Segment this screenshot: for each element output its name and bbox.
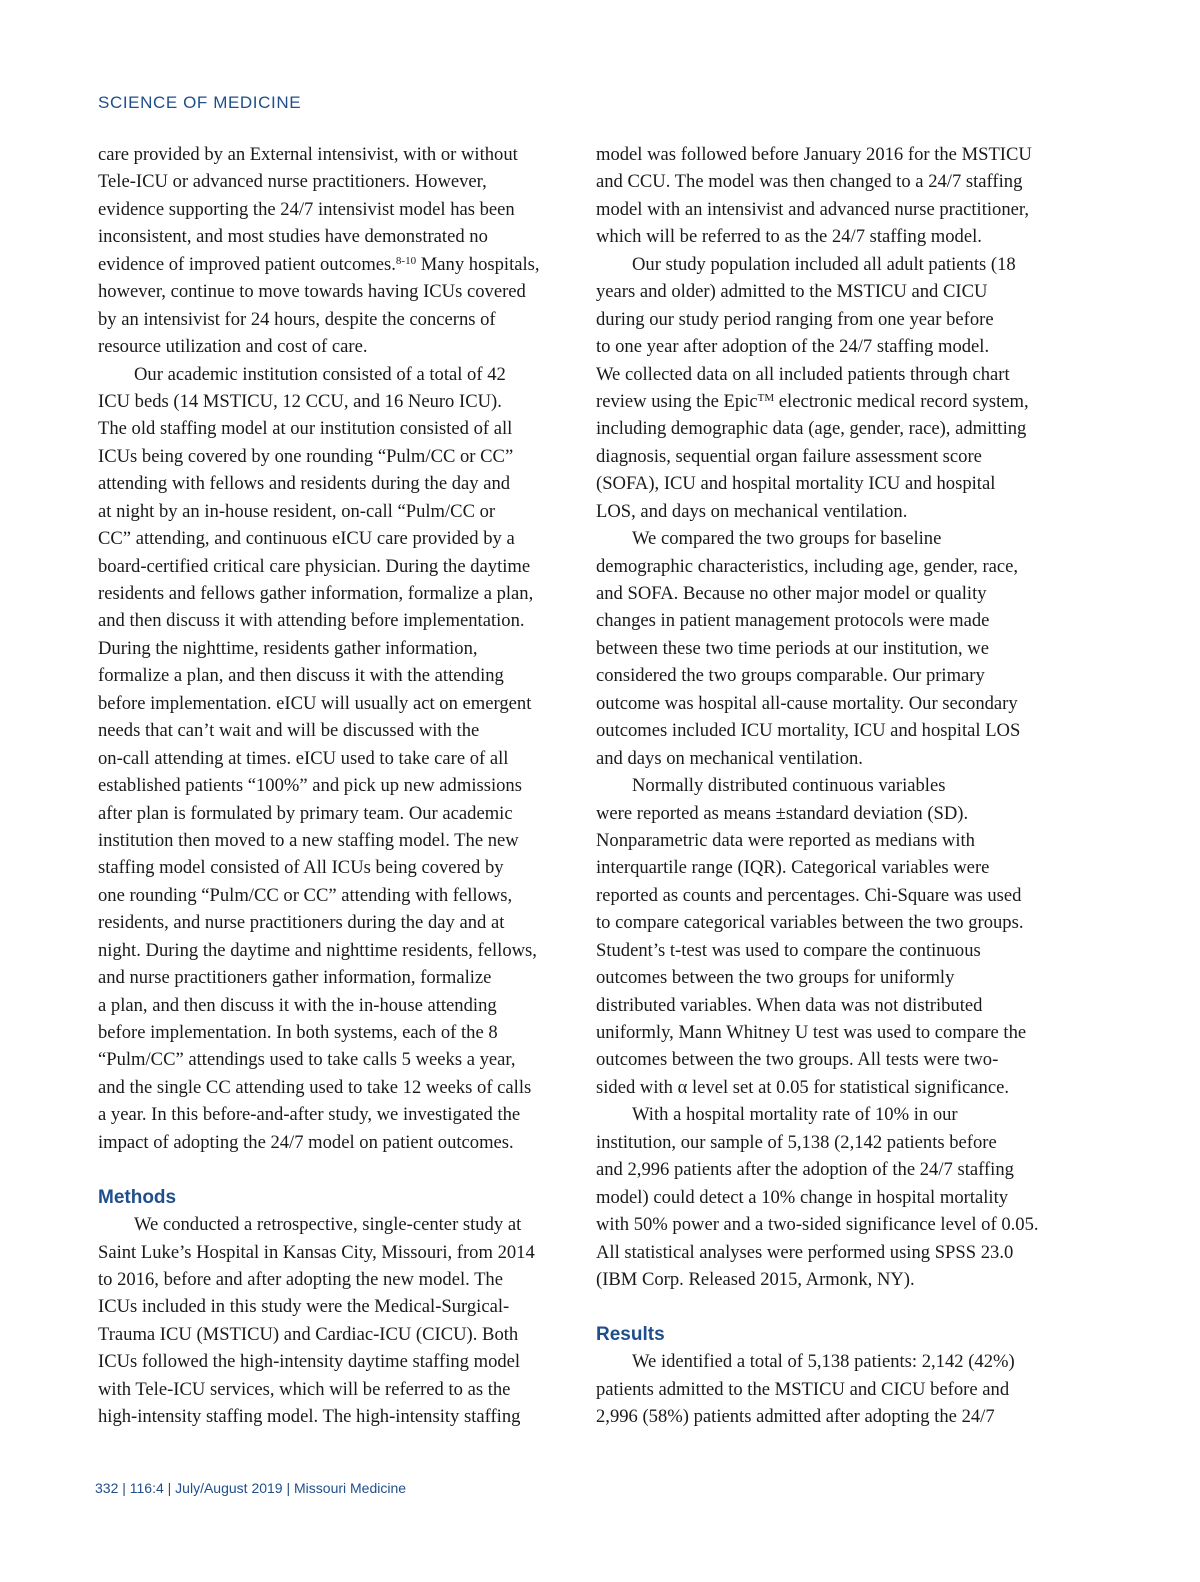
text-line: distributed variables. When data was not distributed [596,994,983,1016]
text-line: care provided by an External intensivist, with or without [98,144,518,165]
left-column [98,141,574,1431]
text-line: changes in patient management protocols were made [596,610,990,632]
text-line: and nurse practitioners gather information, formalize [98,967,492,989]
paragraph-gap [596,1293,1072,1320]
text-line: staffing model consisted of All ICUs being covered by [98,857,504,879]
paragraph [596,772,1072,1101]
text-line: residents, and nurse practitioners during the day and at [98,912,505,934]
paragraph [596,141,1072,251]
paragraph [596,251,1072,525]
text-line: We conducted a retrospective, single-center study at [134,1214,522,1236]
section-header: SCIENCE OF MEDICINE [98,93,302,112]
text-line: Our study population included all adult patients (18 [632,253,1016,275]
text-line: demographic characteristics, including age, gender, race, [596,555,1019,577]
text-line: Trauma ICU (MSTICU) and Cardiac-ICU (CICU). Both [98,1323,519,1345]
text-line [98,251,574,278]
text-line: institution, our sample of 5,138 (2,142 patients before [596,1131,997,1153]
text-line: sided with α level set at 0.05 for statistical significance. [596,1076,1010,1098]
text-line: after plan is formulated by primary team. Our academic [98,802,513,824]
text-line: before implementation. In both systems, each of the 8 [98,1022,498,1043]
paragraph [98,361,574,1157]
text-line: by an intensivist for 24 hours, despite the concerns of [98,308,496,330]
paragraph-gap [98,1156,574,1183]
text-line: All statistical analyses were performed using SPSS 23.0 [596,1241,1014,1263]
text-line: which will be referred to as the 24/7 staffing model. [596,226,982,248]
text-line: ICUs being covered by one rounding “Pulm/CC or CC” [98,445,514,467]
text-line: to 2016, before and after adopting the new model. The [98,1268,503,1290]
text-line: inconsistent, and most studies have demonstrated no [98,226,488,248]
text-line: formalize a plan, and then discuss it with the attending [98,665,504,687]
text-line: and SOFA. Because no other major model or quality [596,583,987,604]
text-line: at night by an in-house resident, on-call “Pulm/CC or [98,500,496,522]
text-line: night. During the daytime and nighttime residents, fellows, [98,939,537,961]
text-line: including demographic data (age, gender, race), admitting [596,418,1027,440]
text-line: between these two time periods at our institution, we [596,637,989,659]
page-footer: 332 | 116:4 | July/August 2019 | Missouri Medicine [95,1480,407,1496]
text-line: institution then moved to a new staffing model. The new [98,829,519,851]
text-line: outcome was hospital all-cause mortality. Our secondary [596,692,1018,714]
text-line: With a hospital mortality rate of 10% in our [632,1104,958,1126]
text-line: patients admitted to the MSTICU and CICU before and [596,1378,1010,1400]
text-line: a plan, and then discuss it with the in-house attending [98,994,497,1016]
text-line: Nonparametric data were reported as medians with [596,829,975,851]
text-line [596,388,1072,415]
text-line: LOS, and days on mechanical ventilation. [596,500,908,522]
text-line: before implementation. eICU will usually act on emergent [98,692,532,714]
text-line: outcomes between the two groups for uniformly [596,967,955,989]
text-fragment: electronic medical record system, [774,390,1029,412]
text-line: to compare categorical variables between the two groups. [596,912,1024,934]
text-line: uniformly, Mann Whitney U test was used to compare the [596,1022,1027,1043]
trademark-symbol: TM [757,391,775,404]
text-line: and then discuss it with attending before implementation. [98,610,525,632]
methods-heading: Methods [98,1186,177,1208]
text-line: Tele-ICU or advanced nurse practitioners. However, [98,171,487,193]
text-line: Saint Luke’s Hospital in Kansas City, Missouri, from 2014 [98,1241,535,1263]
text-line: Normally distributed continuous variables [632,775,946,797]
text-line: ICUs included in this study were the Medical-Surgical- [98,1296,510,1318]
text-line: and 2,996 patients after the adoption of the 24/7 staffing [596,1159,1014,1181]
text-line: reported as counts and percentages. Chi-Square was used [596,884,1022,906]
text-line: attending with fellows and residents during the day and [98,473,511,495]
paragraph [98,141,574,361]
paragraph [596,1348,1072,1430]
text-line: needs that can’t wait and will be discussed with the [98,720,480,742]
text-line: outcomes included ICU mortality, ICU and hospital LOS [596,720,1021,742]
text-line: model) could detect a 10% change in hospital mortality [596,1186,1009,1208]
text-line: model with an intensivist and advanced nurse practitioner, [596,198,1029,220]
text-line: We collected data on all included patients through chart [596,363,1010,385]
text-line: 2,996 (58%) patients admitted after adopting the 24/7 [596,1406,995,1428]
paragraph [596,525,1072,772]
text-line: (SOFA), ICU and hospital mortality ICU and hospital [596,473,996,495]
text-line: high-intensity staffing model. The high-intensity staffing [98,1406,521,1428]
text-line: outcomes between the two groups. All tests were two- [596,1049,999,1071]
text-line: During the nighttime, residents gather information, [98,637,478,659]
paragraph [596,1101,1072,1293]
text-line: impact of adopting the 24/7 model on patient outcomes. [98,1131,514,1153]
text-line: Our academic institution consisted of a total of 42 [134,363,506,385]
text-line: The old staffing model at our institution consisted of all [98,418,513,440]
text-line: interquartile range (IQR). Categorical variables were [596,857,990,879]
text-line: with 50% power and a two-sided significance level of 0.05. [596,1214,1039,1236]
text-fragment: Many hospitals, [416,253,540,275]
paragraph [98,1211,574,1431]
text-line: considered the two groups comparable. Our primary [596,665,985,687]
text-line: “Pulm/CC” attendings used to take calls 5 weeks a year, [98,1049,516,1071]
text-line: We compared the two groups for baseline [632,528,942,550]
text-line: model was followed before January 2016 for the MSTICU [596,144,1032,165]
text-line: to one year after adoption of the 24/7 staffing model. [596,336,990,358]
text-line: We identified a total of 5,138 patients: 2,142 (42%) [632,1351,1015,1373]
text-line: resource utilization and cost of care. [98,336,368,358]
text-fragment: review using the Epic [596,390,758,412]
text-line: were reported as means ±standard deviation (SD). [596,802,969,824]
text-line: CC” attending, and continuous eICU care provided by a [98,528,515,550]
text-line: residents and fellows gather information, formalize a plan, [98,583,534,604]
text-line: Student’s t-test was used to compare the continuous [596,939,981,961]
text-line: on-call attending at times. eICU used to take care of all [98,747,509,769]
text-line: ICUs followed the high-intensity daytime staffing model [98,1351,521,1373]
text-line: a year. In this before-and-after study, we investigated the [98,1104,521,1126]
text-line: board-certified critical care physician. During the daytime [98,555,531,577]
text-line: however, continue to move towards having ICUs covered [98,281,526,303]
results-heading: Results [596,1323,665,1345]
text-line: diagnosis, sequential organ failure assessment score [596,445,982,467]
text-line: with Tele-ICU services, which will be referred to as the [98,1378,511,1400]
citation-reference: 8-10 [395,254,417,267]
text-line: and CCU. The model was then changed to a 24/7 staffing [596,171,1023,193]
right-column [596,141,1072,1431]
text-fragment: evidence of improved patient outcomes. [98,253,396,275]
text-line: ICU beds (14 MSTICU, 12 CCU, and 16 Neuro ICU). [98,390,502,412]
text-line: years and older) admitted to the MSTICU and CICU [596,281,988,303]
text-line: during our study period ranging from one year before [596,308,994,330]
text-line: established patients “100%” and pick up new admissions [98,775,522,797]
text-line: (IBM Corp. Released 2015, Armonk, NY). [596,1268,915,1290]
text-line: evidence supporting the 24/7 intensivist model has been [98,198,515,220]
text-line: and the single CC attending used to take 12 weeks of calls [98,1076,532,1098]
text-line: and days on mechanical ventilation. [596,747,863,769]
text-line: one rounding “Pulm/CC or CC” attending with fellows, [98,884,513,906]
